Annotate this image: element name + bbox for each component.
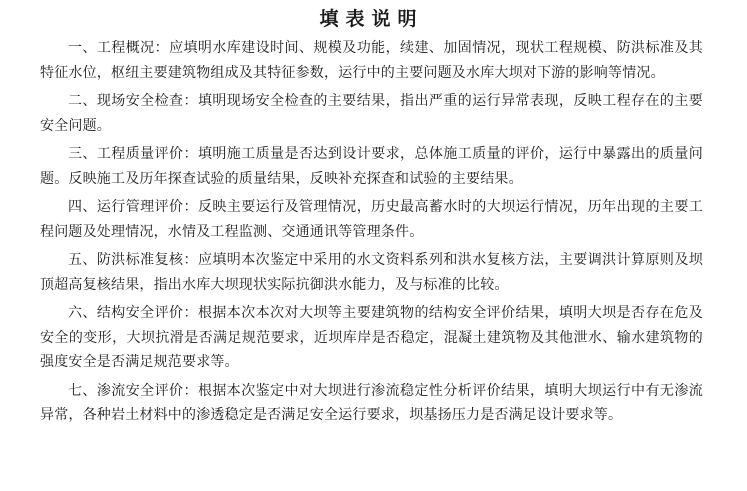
- section-heading: 五、防洪标准复核：: [68, 252, 198, 268]
- section-structural-safety: [40, 301, 703, 375]
- section-site-safety-inspection: [40, 89, 703, 138]
- section-body: 根据本次鉴定中对大坝进行渗流稳定性分析评价结果，填明大坝运行中有无渗流异常，各种岩土材料中的渗透稳定是否满足安全运行要求，坝基扬压力是否满足设计要求等。: [40, 382, 703, 423]
- section-flood-control-review: [40, 248, 703, 297]
- section-body: 应填明水库建设时间、规模及功能，续建、加固情况，现状工程规模、防洪标准及其特征水位，枢纽主要建筑物组成及其特征参数，运行中的主要问题及水库大坝对下游的影响等情况。: [40, 40, 703, 81]
- section-heading: 二、现场安全检查：: [68, 93, 198, 109]
- section-heading: 三、工程质量评价：: [68, 146, 198, 162]
- section-seepage-safety: [40, 379, 703, 428]
- page-title: 填表说明: [319, 8, 424, 30]
- section-heading: 六、结构安全评价：: [68, 305, 198, 321]
- section-heading: 七、渗流安全评价：: [68, 382, 198, 399]
- section-engineering-overview: [40, 36, 703, 85]
- section-body: 根据本次本次对大坝等主要建筑物的结构安全评价结果，填明大坝是否存在危及安全的变形，大坝抗滑是否满足规范要求，近坝库岸是否稳定，混凝土建筑物及其他泄水、输水建筑物的强度安全是否满足规范要求等。: [40, 305, 703, 370]
- section-heading: 一、工程概况：: [68, 40, 170, 56]
- section-operation-management: [40, 195, 703, 244]
- section-heading: 四、运行管理评价：: [68, 199, 198, 215]
- section-body: 填明施工质量是否达到设计要求，总体施工质量的评价，运行中暴露出的质量问题。反映施工及历年探查试验的质量结果，反映补充探查和试验的主要结果。: [40, 146, 703, 187]
- section-quality-evaluation: [40, 142, 703, 191]
- section-body: 填明现场安全检查的主要结果，指出严重的运行异常表现，反映工程存在的主要安全问题。: [40, 93, 703, 134]
- section-body: 应填明本次鉴定中采用的水文资料系列和洪水复核方法，主要调洪计算原则及坝顶超高复核结果，指出水库大坝现状实际抗御洪水能力，及与标准的比较。: [40, 252, 703, 293]
- section-body: 反映主要运行及管理情况，历史最高蓄水时的大坝运行情况，历年出现的主要工程问题及处理情况，水情及工程监测、交通通讯等管理条件。: [40, 199, 703, 240]
